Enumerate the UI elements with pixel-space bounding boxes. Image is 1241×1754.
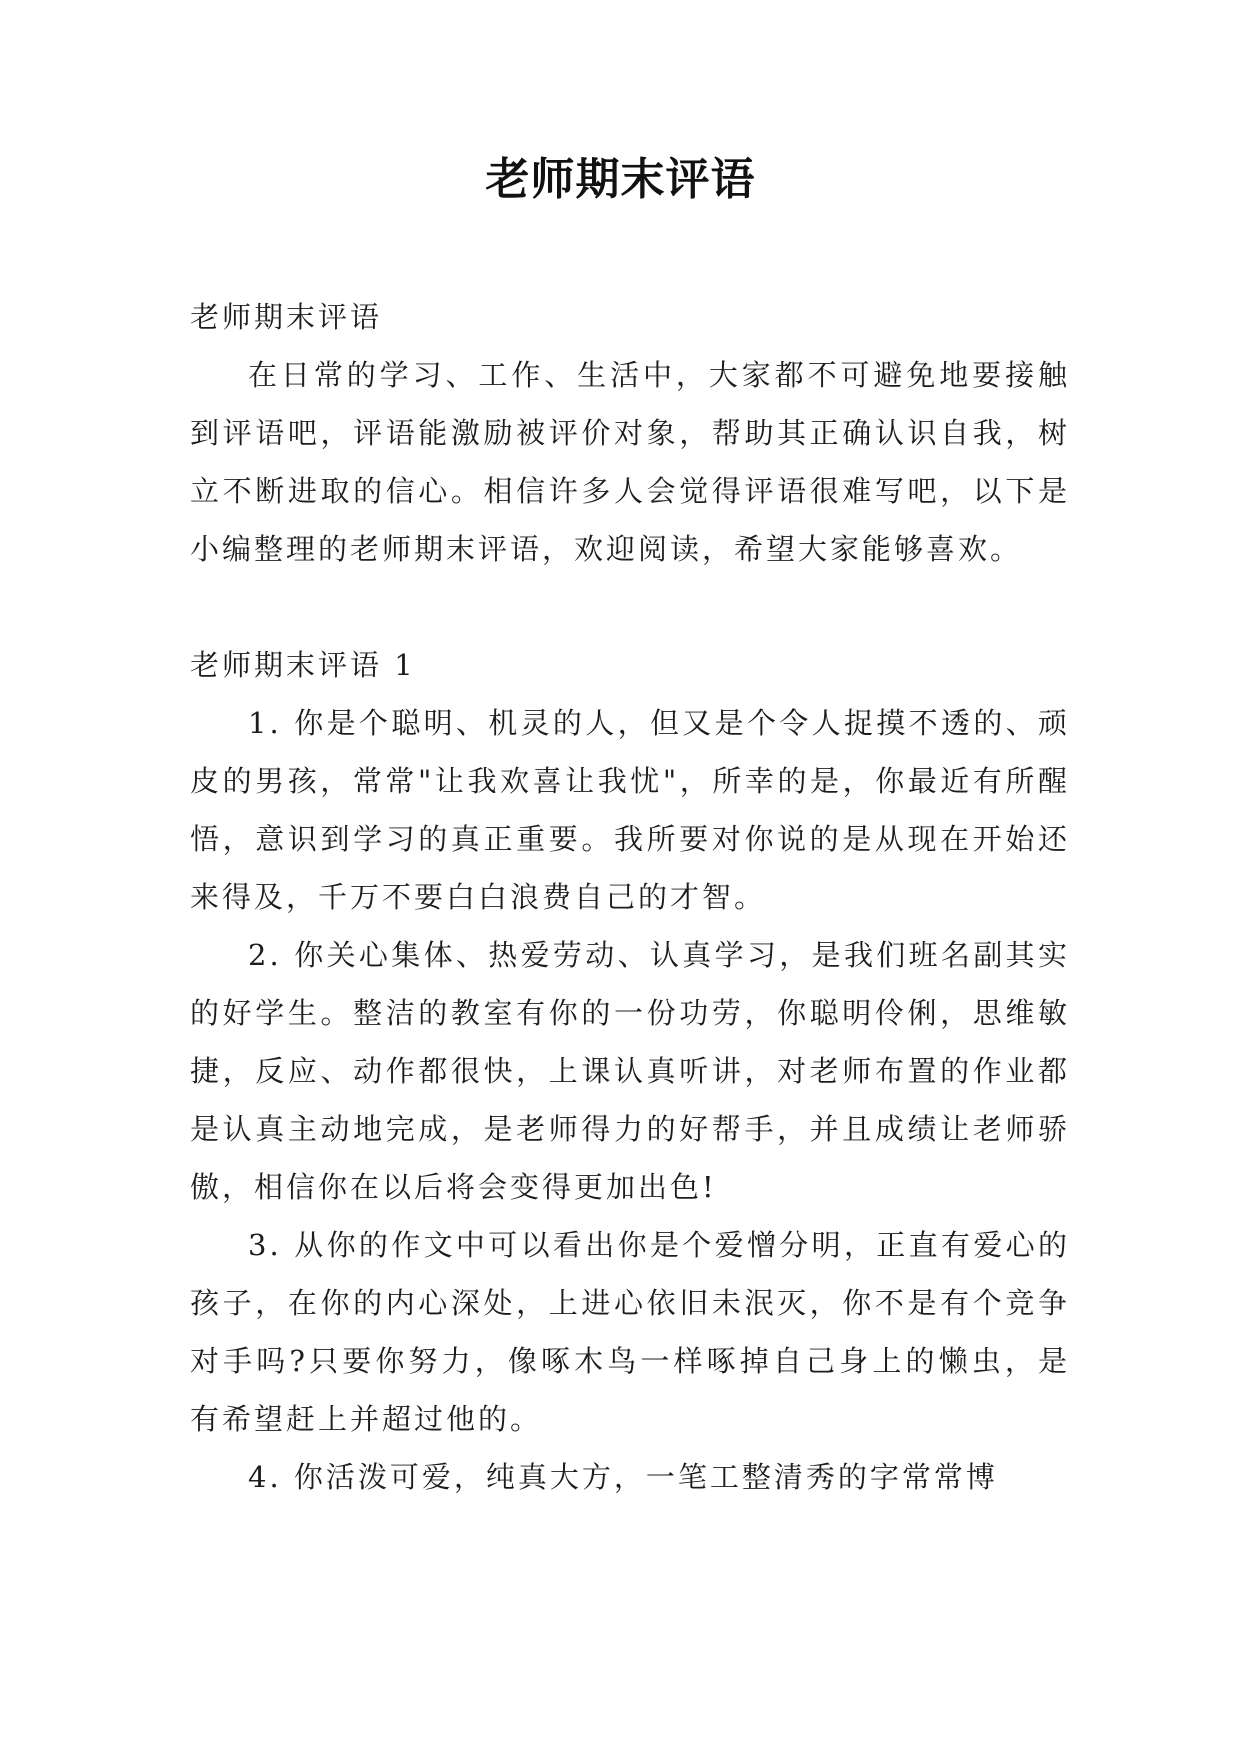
- comment-item-3: 3. 从你的作文中可以看出你是个爱憎分明，正直有爱心的孩子，在你的内心深处，上进心依旧未泯灭，你不是有个竞争对手吗?只要你努力，像啄木鸟一样啄掉自己身上的懒虫，是有希望赶上并超过他的。: [190, 1228, 1070, 1436]
- subheading: 老师期末评语: [190, 300, 383, 334]
- document-body: [190, 288, 1070, 1506]
- paragraph-spacer: [190, 578, 1070, 636]
- comment-item-4: 4. 你活泼可爱，纯真大方，一笔工整清秀的字常常博: [248, 1460, 998, 1494]
- section-heading: 老师期末评语 1: [190, 648, 416, 682]
- intro-paragraph: 在日常的学习、工作、生活中，大家都不可避免地要接触到评语吧，评语能激励被评价对象，帮助其正确认识自我，树立不断进取的信心。相信许多人会觉得评语很难写吧，以下是小编整理的老师期末评语，欢迎阅读，希望大家能够喜欢。: [190, 358, 1070, 566]
- document-title: 老师期末评语: [485, 154, 756, 205]
- comment-item-1: 1. 你是个聪明、机灵的人，但又是个令人捉摸不透的、顽皮的男孩，常常"让我欢喜让我忧"，所幸的是，你最近有所醒悟，意识到学习的真正重要。我所要对你说的是从现在开始还来得及，千万不要白白浪费自己的才智。: [190, 706, 1070, 914]
- comment-item-2: 2. 你关心集体、热爱劳动、认真学习，是我们班名副其实的好学生。整洁的教室有你的一份功劳，你聪明伶俐，思维敏捷，反应、动作都很快，上课认真听讲，对老师布置的作业都是认真主动地完成，是老师得力的好帮手，并且成绩让老师骄傲，相信你在以后将会变得更加出色!: [190, 938, 1070, 1204]
